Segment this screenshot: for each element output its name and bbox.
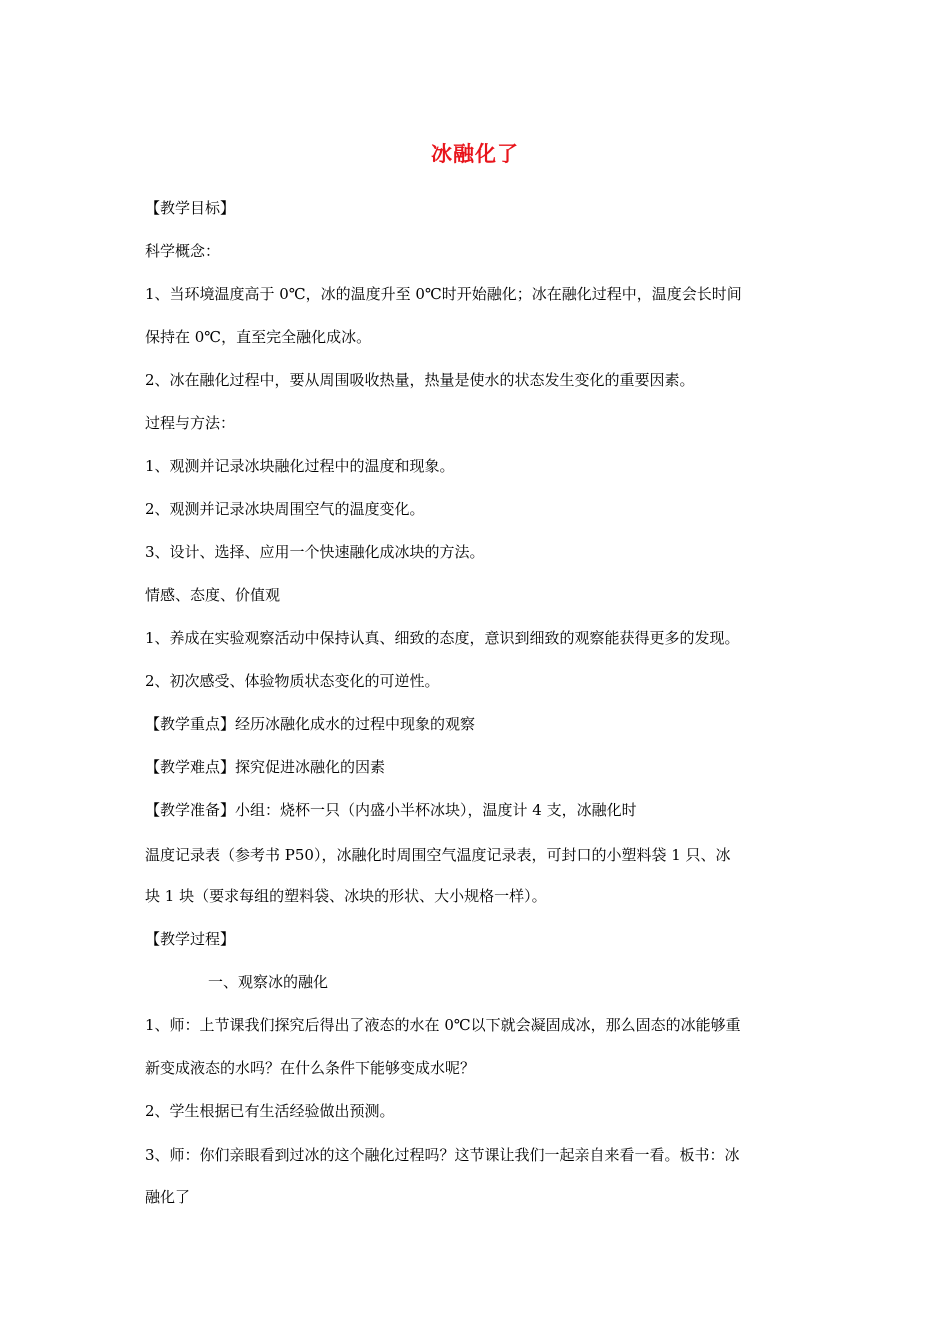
document-title: 冰融化了 xyxy=(431,142,519,166)
paragraph-line: 2、观测并记录冰块周围空气的温度变化。 xyxy=(145,500,425,518)
subheading-science-concepts: 科学概念： xyxy=(145,242,221,260)
paragraph-line: 2、冰在融化过程中，要从周围吸收热量，热量是使水的状态发生变化的重要因素。 xyxy=(145,371,695,389)
paragraph-line: 3、设计、选择、应用一个快速融化成冰块的方法。 xyxy=(145,543,485,561)
paragraph-line: 1、观测并记录冰块融化过程中的温度和现象。 xyxy=(145,457,455,475)
paragraph-line: 保持在 0℃，直至完全融化成冰。 xyxy=(145,328,372,346)
paragraph-line: 1、当环境温度高于 0℃，冰的温度升至 0℃时开始融化；冰在融化过程中，温度会长时间 xyxy=(145,285,742,303)
paragraph-line: 融化了 xyxy=(145,1188,191,1206)
subheading-attitudes-values: 情感、态度、价值观 xyxy=(145,586,281,604)
subheading-process-methods: 过程与方法： xyxy=(145,414,236,432)
paragraph-line: 3、师：你们亲眼看到过冰的这个融化过程吗？这节课让我们一起亲自来看一看。板书：冰 xyxy=(145,1146,740,1164)
section-heading-objectives: 【教学目标】 xyxy=(145,199,236,217)
section-difficulties: 【教学难点】探究促进冰融化的因素 xyxy=(145,758,386,776)
paragraph-line: 块 1 块（要求每组的塑料袋、冰块的形状、大小规格一样）。 xyxy=(145,887,547,905)
paragraph-line: 1、养成在实验观察活动中保持认真、细致的态度，意识到细致的观察能获得更多的发现。 xyxy=(145,629,740,647)
subsection-observe-melting: 一、观察冰的融化 xyxy=(208,973,329,991)
section-heading-process: 【教学过程】 xyxy=(145,930,236,948)
section-key-points: 【教学重点】经历冰融化成水的过程中现象的观察 xyxy=(145,715,476,733)
paragraph-line: 2、学生根据已有生活经验做出预测。 xyxy=(145,1102,395,1120)
section-preparation: 【教学准备】小组：烧杯一只（内盛小半杯冰块），温度计 4 支，冰融化时 xyxy=(145,801,637,819)
paragraph-line: 新变成液态的水吗？在什么条件下能够变成水呢？ xyxy=(145,1059,476,1077)
paragraph-line: 1、师：上节课我们探究后得出了液态的水在 0℃以下就会凝固成冰，那么固态的冰能够重 xyxy=(145,1016,741,1034)
paragraph-line: 2、初次感受、体验物质状态变化的可逆性。 xyxy=(145,672,440,690)
paragraph-line: 温度记录表（参考书 P50），冰融化时周围空气温度记录表，可封口的小塑料袋 1 只、冰 xyxy=(145,846,731,864)
